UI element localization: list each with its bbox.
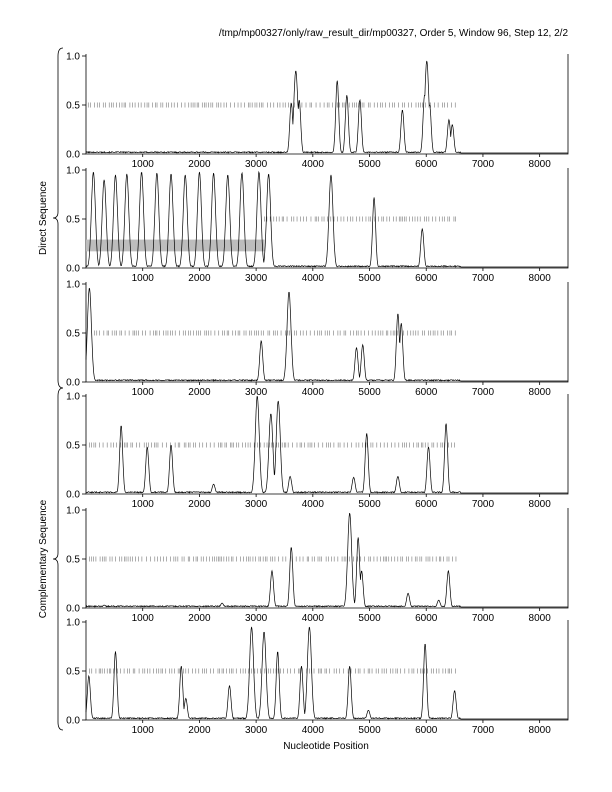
y-tick-label: 0.5	[66, 554, 80, 566]
x-tick-label: 2000	[188, 159, 211, 170]
x-tick-label: 5000	[358, 273, 381, 284]
x-tick-label: 8000	[528, 725, 551, 736]
x-tick-label: 4000	[301, 725, 324, 736]
series-line	[86, 289, 568, 382]
x-tick-label: 8000	[528, 499, 551, 510]
x-tick-label: 6000	[415, 273, 438, 284]
x-tick-label: 4000	[301, 273, 324, 284]
direct-sequence-brace	[53, 48, 63, 388]
x-tick-label: 2000	[188, 273, 211, 284]
x-tick-label: 2000	[188, 387, 211, 398]
x-tick-label: 1000	[131, 613, 154, 624]
x-tick-label: 4000	[301, 387, 324, 398]
panels	[66, 52, 568, 737]
x-tick-label: 5000	[358, 387, 381, 398]
x-tick-label: 6000	[415, 499, 438, 510]
panel-1	[66, 52, 568, 171]
x-tick-label: 7000	[471, 159, 495, 170]
y-tick-label: 1.0	[66, 391, 80, 403]
x-tick-label: 2000	[188, 725, 211, 736]
complementary-sequence-label: Complementary Sequence	[38, 499, 49, 619]
x-tick-label: 1000	[131, 273, 154, 284]
x-tick-label: 6000	[415, 725, 438, 736]
direct-sequence-label: Direct Sequence	[38, 181, 49, 255]
x-tick-label: 3000	[244, 387, 268, 398]
y-tick-label: 1.0	[66, 617, 80, 629]
y-tick-label: 0.0	[66, 263, 80, 275]
y-tick-label: 1.0	[66, 505, 80, 517]
x-tick-label: 5000	[358, 725, 381, 736]
x-tick-label: 3000	[244, 273, 268, 284]
x-tick-label: 1000	[131, 387, 154, 398]
x-tick-label: 6000	[415, 613, 438, 624]
y-tick-label: 1.0	[66, 279, 80, 291]
y-tick-label: 0.0	[66, 149, 80, 161]
shaded-band	[86, 240, 265, 252]
x-tick-label: 8000	[528, 613, 551, 624]
panel-2	[66, 166, 568, 285]
x-tick-label: 5000	[358, 159, 381, 170]
y-tick-label: 0.5	[66, 666, 80, 678]
x-tick-label: 7000	[471, 499, 495, 510]
y-tick-label: 0.0	[66, 377, 80, 389]
x-tick-label: 3000	[244, 725, 268, 736]
x-tick-label: 6000	[415, 387, 438, 398]
panel-3	[66, 280, 568, 399]
x-tick-label: 2000	[188, 499, 211, 510]
x-tick-label: 3000	[244, 613, 268, 624]
series-line	[86, 513, 568, 607]
axis-frame	[86, 620, 568, 720]
x-tick-label: 7000	[471, 387, 495, 398]
y-tick-label: 0.5	[66, 214, 80, 226]
axis-frame	[86, 508, 568, 608]
axis-frame	[86, 394, 568, 494]
x-tick-label: 8000	[528, 387, 551, 398]
x-tick-label: 7000	[471, 613, 495, 624]
y-tick-label: 0.0	[66, 715, 80, 727]
panel-4	[66, 392, 568, 511]
y-tick-label: 0.5	[66, 100, 80, 112]
x-axis-label: Nucleotide Position	[283, 741, 369, 752]
x-tick-label: 4000	[301, 613, 324, 624]
y-tick-label: 1.0	[66, 51, 80, 63]
x-tick-label: 4000	[301, 159, 324, 170]
panel-5	[66, 506, 568, 625]
x-tick-label: 7000	[471, 725, 495, 736]
x-tick-label: 2000	[188, 613, 211, 624]
figure-header: /tmp/mp00327/only/raw_result_dir/mp00327, Order 5, Window 96, Step 12, 2/2	[218, 28, 568, 39]
panel-6	[66, 618, 568, 737]
x-tick-label: 8000	[528, 159, 551, 170]
x-tick-label: 5000	[358, 613, 381, 624]
y-tick-label: 0.0	[66, 603, 80, 615]
y-tick-label: 1.0	[66, 165, 80, 177]
axis-frame	[86, 282, 568, 382]
series-line	[86, 172, 568, 267]
x-tick-label: 3000	[244, 159, 268, 170]
y-tick-label: 0.5	[66, 440, 80, 452]
series-line	[86, 61, 568, 153]
y-tick-label: 0.5	[66, 328, 80, 340]
x-tick-label: 3000	[244, 499, 268, 510]
x-tick-label: 1000	[131, 499, 154, 510]
x-tick-label: 7000	[471, 273, 495, 284]
series-line	[86, 397, 568, 493]
x-tick-label: 1000	[131, 725, 154, 736]
x-tick-label: 6000	[415, 159, 438, 170]
x-tick-label: 1000	[131, 159, 154, 170]
x-tick-label: 5000	[358, 499, 381, 510]
x-tick-label: 4000	[301, 499, 324, 510]
complementary-sequence-brace	[53, 388, 63, 730]
x-tick-label: 8000	[528, 273, 551, 284]
y-tick-label: 0.0	[66, 489, 80, 501]
